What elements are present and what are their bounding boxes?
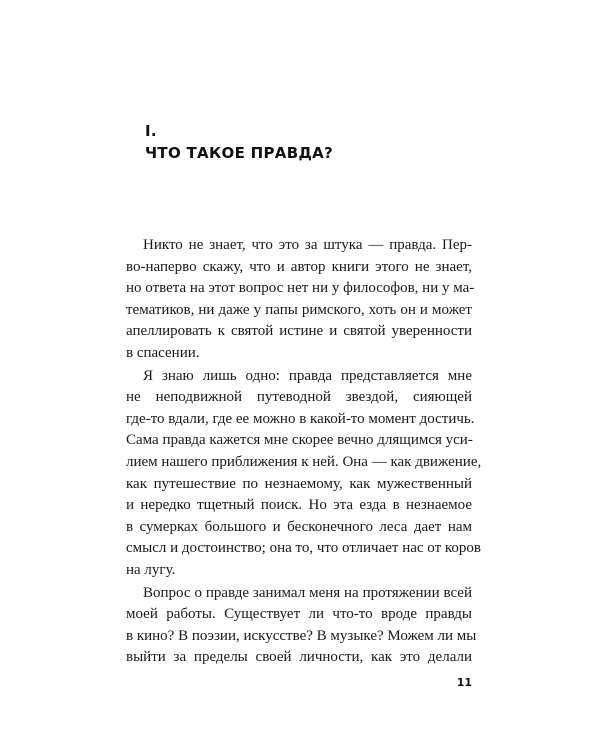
page-number: 11 bbox=[456, 676, 472, 689]
chapter-number: I. bbox=[145, 122, 157, 140]
body-text bbox=[126, 235, 482, 669]
text-line: во-наперво скажу, что и автор книги этого не знает, bbox=[126, 258, 472, 275]
text-line: Никто не знает, что это за штука — правда. Пер- bbox=[143, 237, 472, 253]
text-line: не неподвижной путеводной звездой, сияющей bbox=[126, 389, 472, 406]
text-line: Сама правда кажется мне скорее вечно длящимся уси- bbox=[126, 432, 473, 449]
text-line: апеллировать к святой истине и святой уверенности bbox=[126, 323, 472, 340]
text-line: в спасении. bbox=[126, 344, 200, 361]
chapter-heading bbox=[145, 120, 333, 164]
text-line: лием нашего приближения к ней. Она — как движение, bbox=[126, 453, 482, 470]
paragraph bbox=[126, 366, 482, 582]
text-line: но ответа на этот вопрос нет ни у философов, ни у ма- bbox=[126, 280, 475, 297]
text-line: выйти за пределы своей личности, как это делали bbox=[126, 649, 472, 666]
paragraph bbox=[126, 235, 475, 365]
text-line: моей работы. Существует ли что-то вроде правды bbox=[126, 606, 472, 623]
text-line: Я знаю лишь одно: правда представляется мне bbox=[143, 367, 472, 384]
text-line: Вопрос о правде занимал меня на протяжении всей bbox=[143, 584, 472, 601]
text-line: в кино? В поэзии, искусстве? В музыке? Можем ли мы bbox=[126, 627, 477, 644]
chapter-title: ЧТО ТАКОЕ ПРАВДА? bbox=[145, 144, 334, 162]
paragraph bbox=[126, 583, 477, 669]
text-line: и нередко тщетный поиск. Но эта езда в незнаемое bbox=[126, 497, 472, 514]
text-line: тематиков, ни даже у папы римского, хоть он и может bbox=[126, 301, 472, 318]
text-line: как путешествие по незнаемому, как мужественный bbox=[126, 475, 472, 492]
text-line: смысл и достоинство; она то, что отличает нас от коров bbox=[126, 540, 481, 557]
text-line: где-то вдали, где ее можно в какой-то момент достичь. bbox=[126, 410, 475, 427]
text-line: на лугу. bbox=[126, 561, 176, 578]
text-line: в сумерках большого и бесконечного леса дает нам bbox=[126, 518, 472, 535]
